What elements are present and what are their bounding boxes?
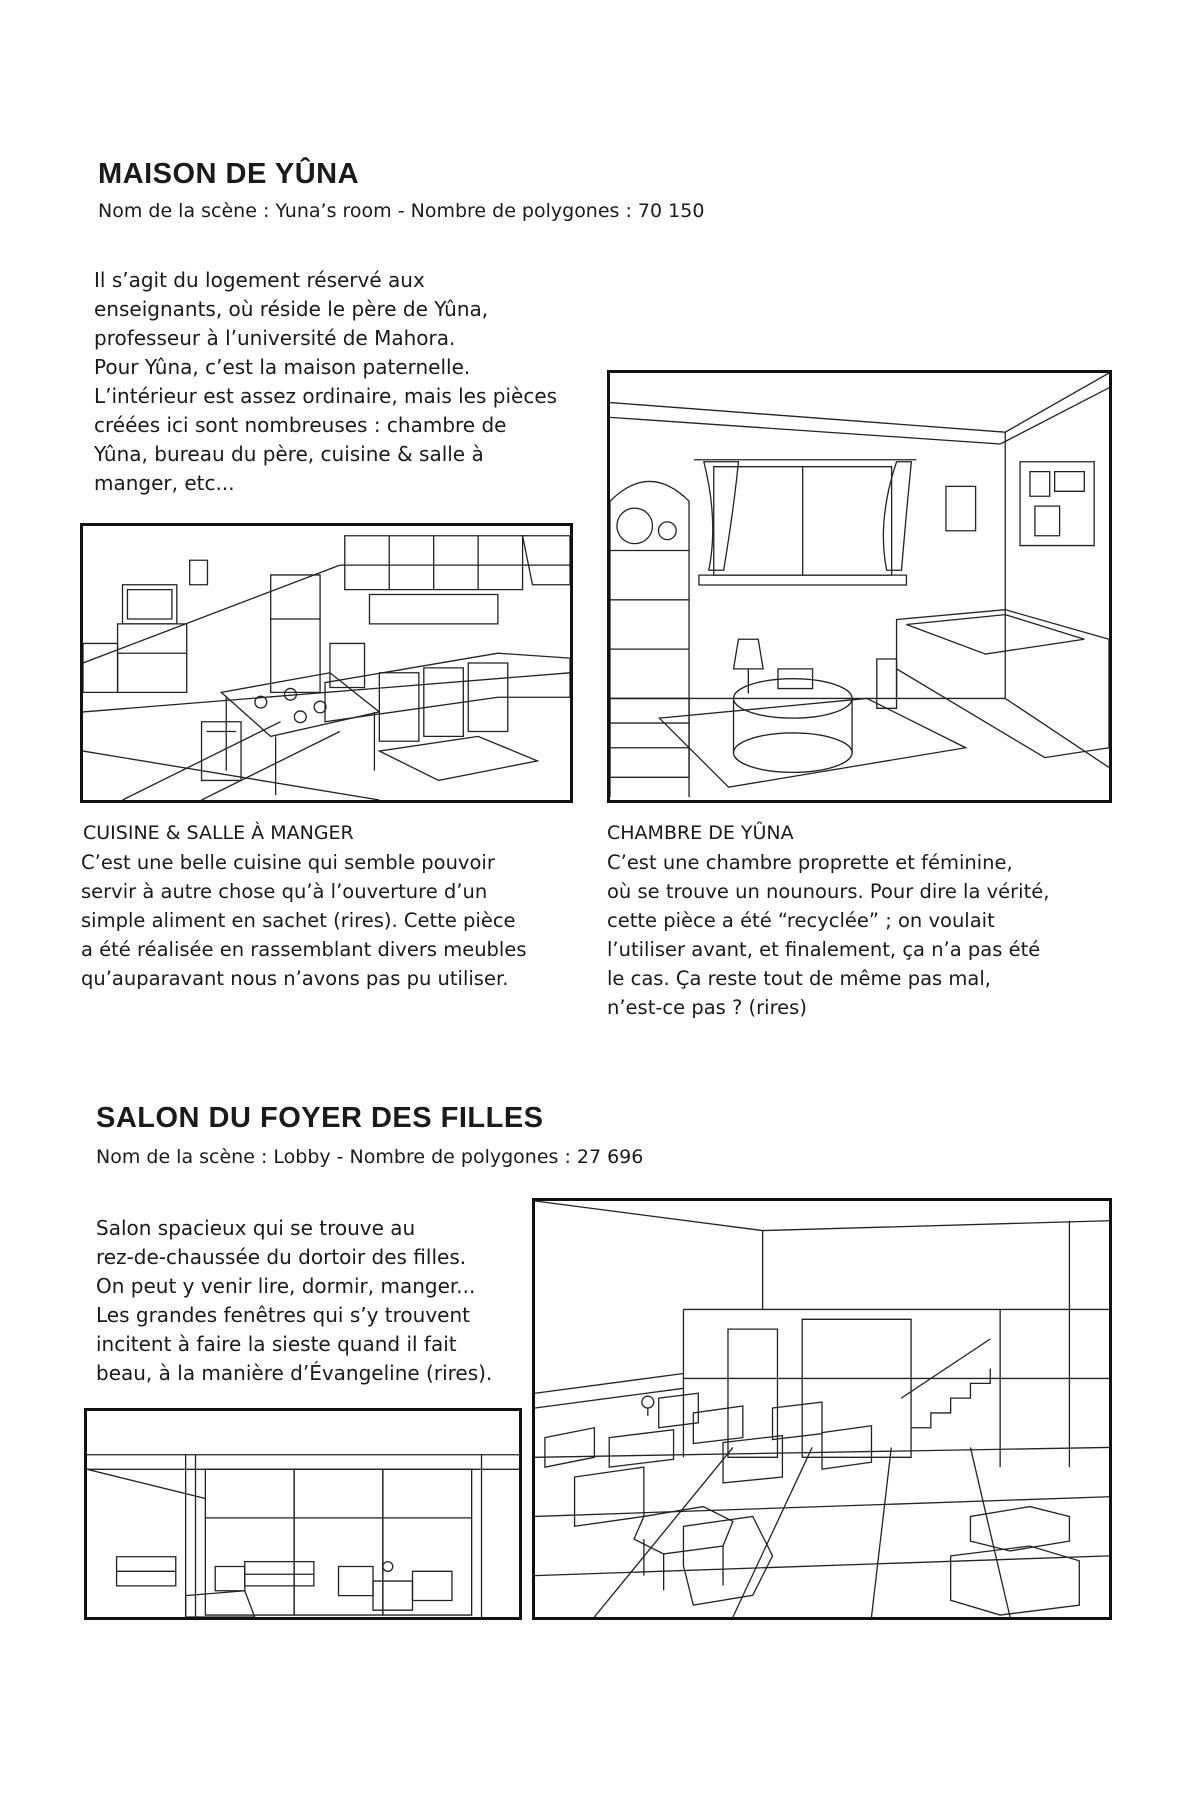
intro-line: manger, etc... xyxy=(94,471,235,495)
caption-line: l’utiliser avant, et finalement, ça n’a pas été xyxy=(607,938,1041,961)
intro-line: rez-de-chaussée du dortoir des filles. xyxy=(96,1245,467,1269)
intro-line: Yûna, bureau du père, cuisine & salle à xyxy=(94,442,484,466)
caption-title-bedroom: CHAMBRE DE YÛNA xyxy=(607,822,794,844)
caption-line: servir à autre chose qu’à l’ouverture d’un xyxy=(81,880,488,903)
caption-line: qu’auparavant nous n’avons pas pu utiliser. xyxy=(81,967,509,990)
lobby-illustration-windows xyxy=(84,1408,522,1620)
caption-line: a été réalisée en rassemblant divers meubles xyxy=(81,938,527,961)
section-title-salon: SALON DU FOYER DES FILLES xyxy=(96,1102,544,1134)
caption-bedroom xyxy=(607,848,1049,1022)
intro-line: Salon spacieux qui se trouve au xyxy=(96,1216,416,1240)
scene-meta-yuna: Nom de la scène : Yuna’s room - Nombre de polygones : 70 150 xyxy=(98,200,705,222)
caption-line: C’est une belle cuisine qui semble pouvoir xyxy=(81,851,495,874)
intro-paragraph-salon xyxy=(96,1214,492,1388)
intro-line: beau, à la manière d’Évangeline (rires). xyxy=(96,1361,493,1385)
scene-meta-lobby: Nom de la scène : Lobby - Nombre de polygones : 27 696 xyxy=(96,1146,644,1168)
intro-line: Il s’agit du logement réservé aux xyxy=(94,268,425,292)
caption-line: simple aliment en sachet (rires). Cette pièce xyxy=(81,909,516,932)
bedroom-illustration xyxy=(607,370,1112,803)
kitchen-illustration xyxy=(80,523,573,803)
lobby-illustration-main xyxy=(532,1198,1112,1620)
intro-line: enseignants, où réside le père de Yûna, xyxy=(94,297,489,321)
section-title-maison-yuna: MAISON DE YÛNA xyxy=(98,158,360,190)
intro-line: Pour Yûna, c’est la maison paternelle. xyxy=(94,355,471,379)
caption-title-kitchen: CUISINE & SALLE À MANGER xyxy=(83,822,354,844)
intro-line: On peut y venir lire, dormir, manger... xyxy=(96,1274,476,1298)
intro-line: Les grandes fenêtres qui s’y trouvent xyxy=(96,1303,470,1327)
caption-line: où se trouve un nounours. Pour dire la vérité, xyxy=(607,880,1050,903)
intro-line: L’intérieur est assez ordinaire, mais les pièces xyxy=(94,384,558,408)
caption-line: cette pièce a été “recyclée” ; on voulait xyxy=(607,909,995,932)
caption-kitchen xyxy=(81,848,527,993)
caption-line: C’est une chambre proprette et féminine, xyxy=(607,851,1013,874)
caption-line: le cas. Ça reste tout de même pas mal, xyxy=(607,967,991,990)
intro-line: professeur à l’université de Mahora. xyxy=(94,326,456,350)
caption-line: n’est-ce pas ? (rires) xyxy=(607,996,807,1019)
intro-line: incitent à faire la sieste quand il fait xyxy=(96,1332,457,1356)
intro-paragraph-yuna xyxy=(94,266,557,498)
intro-line: créées ici sont nombreuses : chambre de xyxy=(94,413,507,437)
